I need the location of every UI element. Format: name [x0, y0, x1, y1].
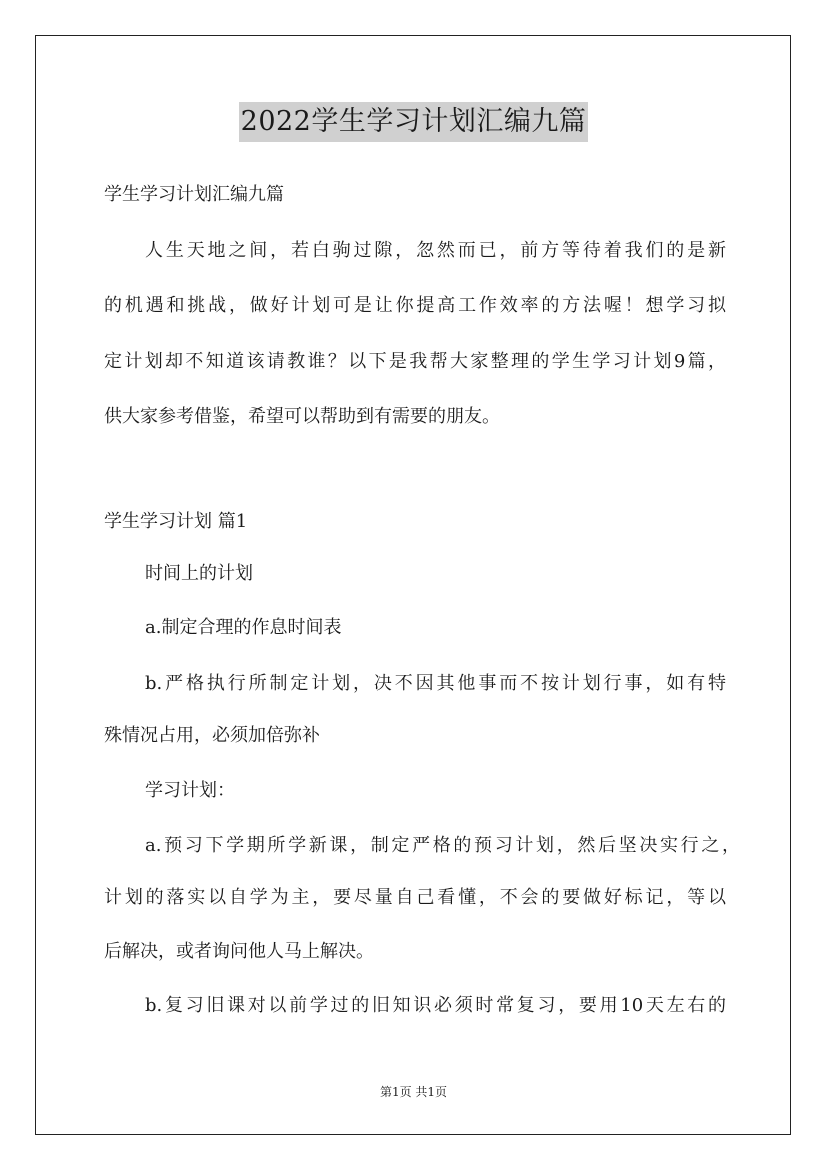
study-plan-item-a-line-1: a.预习下学期所学新课，制定严格的预习计划，然后坚决实行之，: [145, 835, 740, 856]
study-plan-item-a-line-3: 后解决，或者询问他人马上解决。: [104, 941, 374, 962]
document-subtitle: 学生学习计划汇编九篇: [104, 184, 284, 205]
page-footer: 第1页 共1页: [379, 1085, 448, 1099]
study-plan-item-b-line-1: b.复习旧课对以前学过的旧知识必须时常复习，要用10天左右的: [145, 995, 726, 1016]
time-plan-item-b-line-2: 殊情况占用，必须加倍弥补: [104, 725, 320, 746]
intro-line-1: 人生天地之间，若白驹过隙，忽然而已，前方等待着我们的是新: [145, 240, 726, 261]
intro-line-3: 定计划却不知道该请教谁？以下是我帮大家整理的学生学习计划9篇，: [104, 351, 726, 372]
section-heading: 学生学习计划 篇1: [104, 511, 248, 532]
time-plan-item-b-line-1: b.严格执行所制定计划，决不因其他事而不按计划行事，如有特: [145, 673, 726, 694]
intro-line-2: 的机遇和挑战，做好计划可是让你提高工作效率的方法喔！想学习拟: [104, 295, 726, 316]
intro-line-4: 供大家参考借鉴，希望可以帮助到有需要的朋友。: [104, 406, 500, 427]
time-plan-item-a: a.制定合理的作息时间表: [145, 617, 342, 638]
study-plan-item-a-line-2: 计划的落实以自学为主，要尽量自己看懂，不会的要做好标记，等以: [104, 887, 726, 908]
document-title-wrap: [0, 102, 827, 142]
time-plan-heading: 时间上的计划: [145, 563, 253, 584]
document-title: 2022学生学习计划汇编九篇: [239, 102, 589, 142]
study-plan-heading: 学习计划：: [145, 780, 235, 801]
